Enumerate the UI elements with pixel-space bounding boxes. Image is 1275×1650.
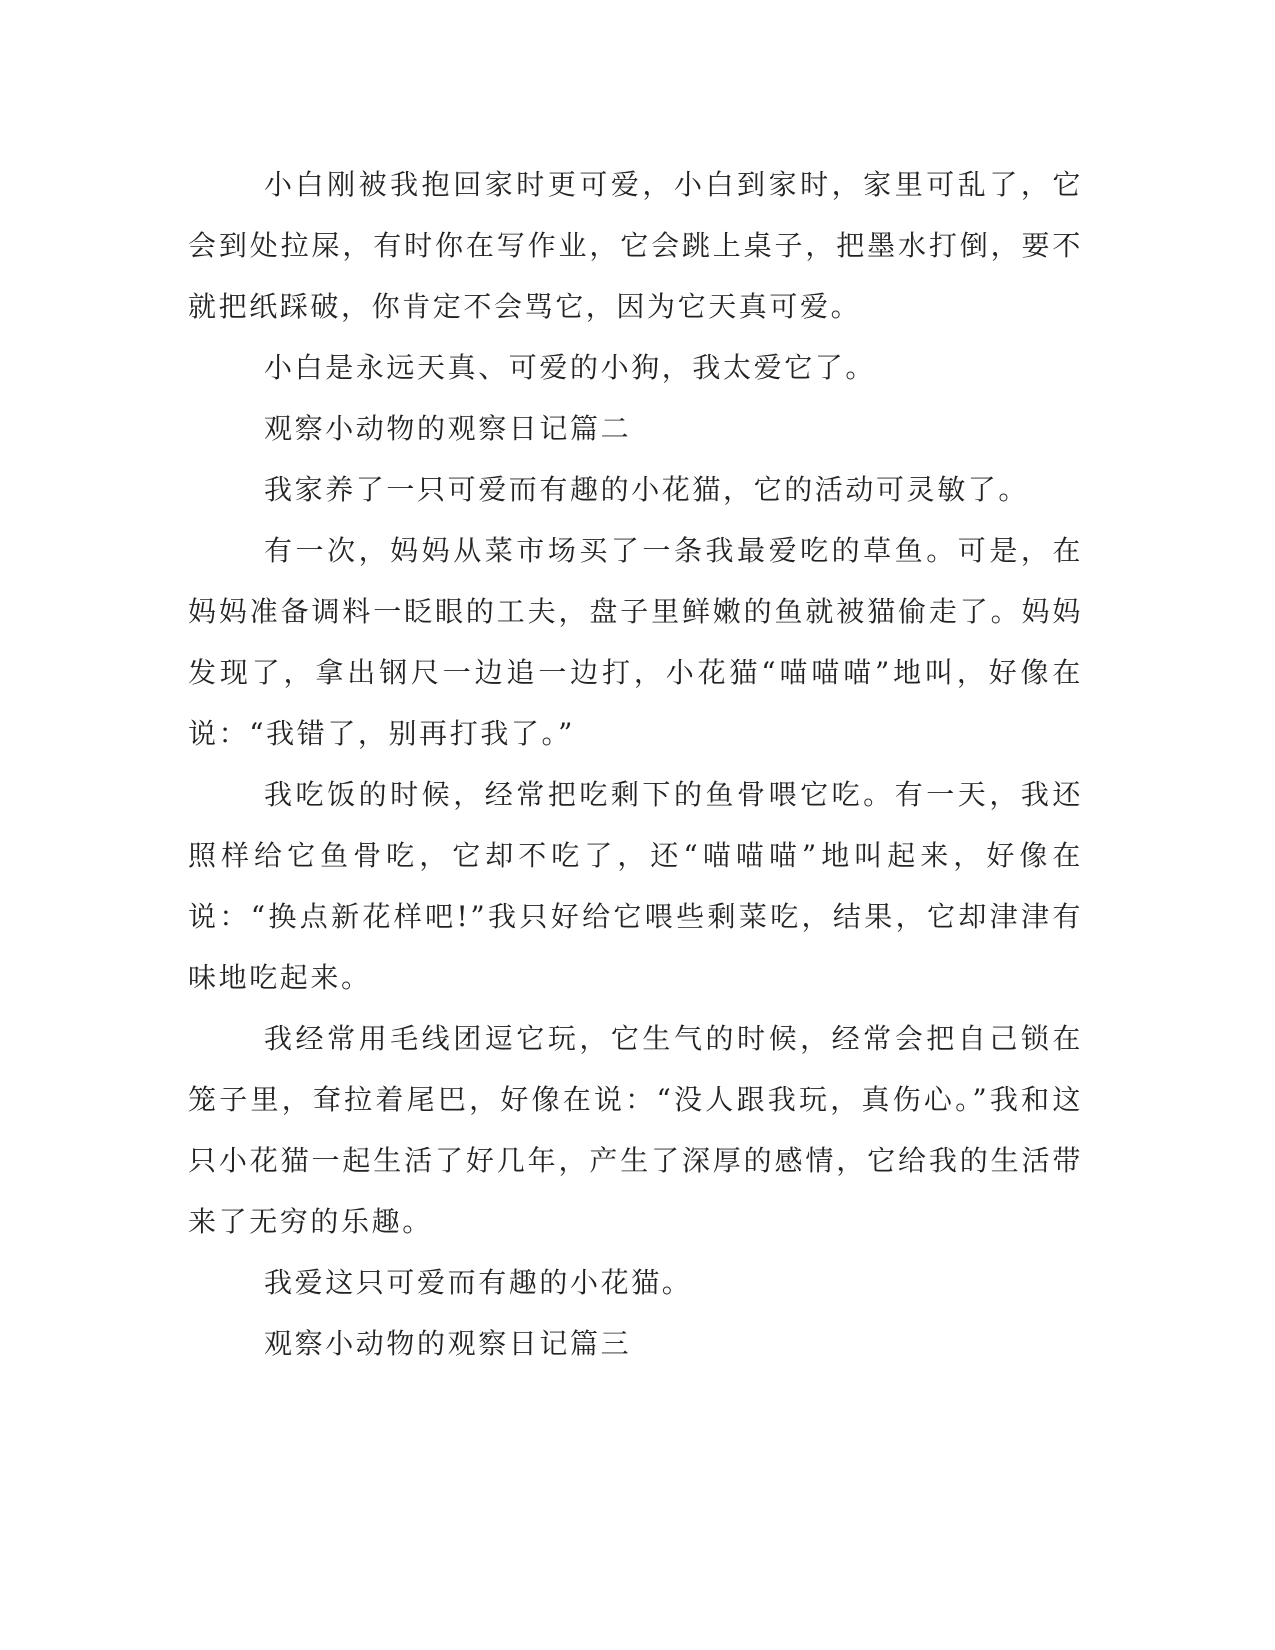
paragraph: 小白是永远天真、可爱的小狗，我太爱它了。 <box>264 351 877 384</box>
document-body <box>188 154 1083 1374</box>
paragraph: 我经常用毛线团逗它玩，它生气的时候，经常会把自己锁在笼子里，耷拉着尾巴，好像在说：“没人跟我玩，真伤心。”我和这只小花猫一起生活了好几年，产生了深厚的感情，它给我的生活带来了无穷的乐趣。 <box>188 1022 1083 1238</box>
paragraph: 我吃饭的时候，经常把吃剩下的鱼骨喂它吃。有一天，我还照样给它鱼骨吃，它却不吃了，还“喵喵喵”地叫起来，好像在说：“换点新花样吧!”我只好给它喂些剩菜吃，结果，它却津津有味地吃起来。 <box>188 778 1083 994</box>
paragraph: 我爱这只可爱而有趣的小花猫。 <box>264 1266 693 1299</box>
section-heading-3: 观察小动物的观察日记篇三 <box>264 1327 632 1360</box>
paragraph: 小白刚被我抱回家时更可爱，小白到家时，家里可乱了，它会到处拉屎，有时你在写作业，它会跳上桌子，把墨水打倒，要不就把纸踩破，你肯定不会骂它，因为它天真可爱。 <box>188 168 1083 323</box>
section-heading-2: 观察小动物的观察日记篇二 <box>264 412 632 445</box>
paragraph: 我家养了一只可爱而有趣的小花猫，它的活动可灵敏了。 <box>264 473 1030 506</box>
paragraph: 有一次，妈妈从菜市场买了一条我最爱吃的草鱼。可是，在妈妈准备调料一眨眼的工夫，盘子里鲜嫩的鱼就被猫偷走了。妈妈发现了，拿出钢尺一边追一边打，小花猫“喵喵喵”地叫，好像在说：“我错了，别再打我了。” <box>188 534 1083 750</box>
